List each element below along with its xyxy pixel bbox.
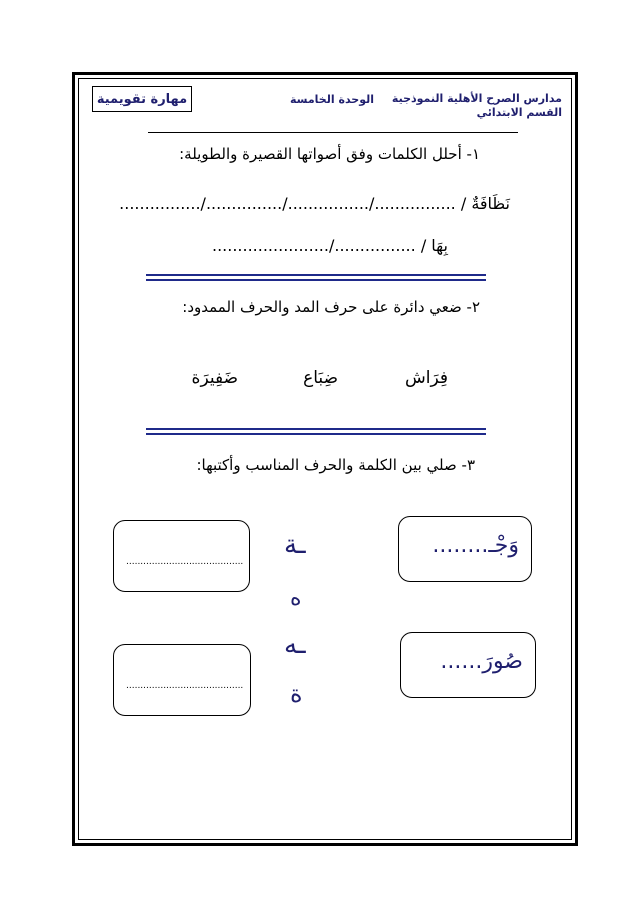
answer-box-2[interactable] bbox=[113, 644, 251, 716]
word-box-1 bbox=[398, 516, 532, 582]
q2-title: ٢- ضعي دائرة على حرف المد والحرف الممدود: bbox=[182, 298, 480, 316]
unit-label: الوحدة الخامسة bbox=[290, 93, 375, 106]
answer-box-1[interactable] bbox=[113, 520, 250, 592]
q1-line2: بِهَا / ................/....................... bbox=[211, 236, 448, 255]
word-2: صُورَ...... bbox=[440, 649, 523, 674]
section-divider-2 bbox=[146, 428, 486, 435]
skill-badge bbox=[92, 86, 192, 112]
school-name: مدارس الصرح الأهلية النموذجية bbox=[391, 92, 562, 105]
letter-4: ة bbox=[290, 680, 303, 708]
letter-1: ـة bbox=[284, 530, 306, 560]
school-section: القسم الابتدائي bbox=[476, 106, 562, 119]
answer-line-1: ......................................... bbox=[126, 557, 244, 567]
section-divider-1 bbox=[146, 274, 486, 281]
q1-title: ١- أحلل الكلمات وفق أصواتها القصيرة والطويلة: bbox=[179, 145, 480, 163]
word-1: وَجْـ........ bbox=[432, 533, 519, 558]
q2-word-1: فِرَاش bbox=[405, 368, 448, 388]
q1-line1: نَظَافَةٌ / ................/................/.............../................ bbox=[119, 194, 510, 213]
header-divider bbox=[148, 132, 518, 133]
q2-word-3: ضَفِيرَة bbox=[191, 368, 238, 388]
letter-3: ـه bbox=[284, 630, 306, 660]
skill-label: مهارة تقويمية bbox=[96, 91, 188, 107]
word-box-2 bbox=[400, 632, 536, 698]
q3-title: ٣- صلي بين الكلمة والحرف المناسب وأكتبها: bbox=[196, 456, 475, 474]
school-header bbox=[392, 92, 562, 120]
q2-word-2: ضِبَاع bbox=[303, 368, 338, 388]
answer-line-2: ......................................... bbox=[126, 681, 244, 691]
letter-2: ه bbox=[290, 586, 302, 611]
